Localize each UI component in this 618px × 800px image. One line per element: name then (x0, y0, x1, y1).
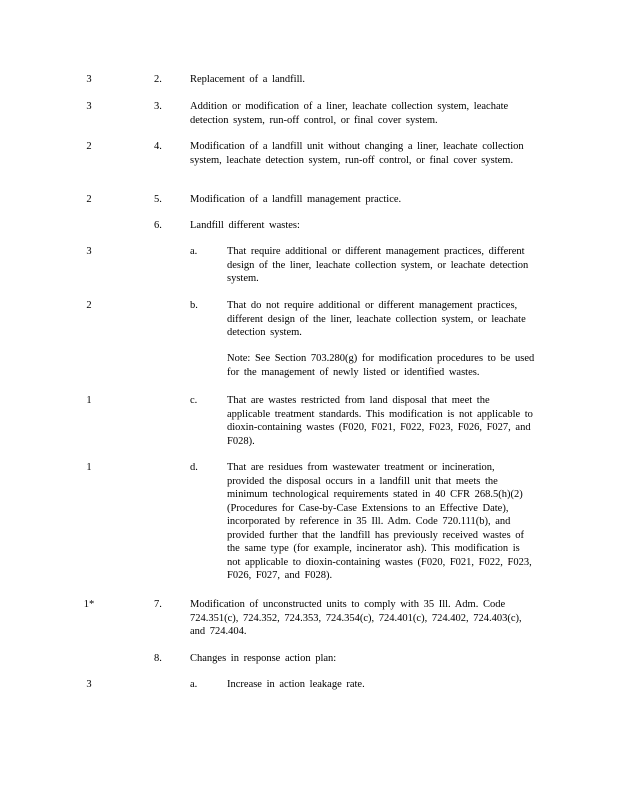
item-number: 5. (154, 194, 162, 205)
item-number: b. (190, 300, 198, 311)
item-number: 7. (154, 599, 162, 610)
note-text: Note: See Section 703.280(g) for modification procedures to be used for the management of newly listed or identified wastes. (227, 353, 535, 378)
item-text: Modification of a landfill management practice. (190, 194, 402, 205)
item-number: 4. (154, 141, 162, 152)
item-number: d. (190, 462, 198, 473)
item-text: Changes in response action plan: (190, 653, 337, 664)
modification-class: 3 (86, 246, 92, 257)
item-text: Replacement of a landfill. (190, 74, 306, 85)
item-text: That do not require additional or different management practices, different design of the liner, leachate collection system, or leachate detection system. (227, 300, 526, 338)
modification-class: 2 (86, 300, 92, 311)
item-number: 8. (154, 653, 162, 664)
item-number: a. (190, 679, 198, 690)
modification-class: 1 (86, 462, 92, 473)
item-text: Modification of unconstructed units to comply with 35 Ill. Adm. Code 724.351(c), 724.352, 724.353, 724.354(c), 724.401(c), 724.402, 724.403(c), and 724.404. (190, 599, 522, 637)
modification-class: 3 (86, 679, 92, 690)
item-text: That require additional or different management practices, different design of the liner, leachate collection system, or leachate detection system. (227, 246, 529, 284)
item-number: a. (190, 246, 198, 257)
item-text: Modification of a landfill unit without changing a liner, leachate collection system, leachate detection system, run-off control, or final cover system. (190, 141, 524, 166)
item-text: That are residues from wastewater treatment or incineration, provided the disposal occurs in a landfill unit that meets the minimum technological requirements stated in 40 CFR 268.5(h)(2) (Procedures for Case-by-Case Extensions to an Effective Date), incorporated by reference in 35 Ill. Adm. Code 720.111(b), and provided further that the landfill has previously received wastes of the same type (for example, incinerator ash). This modification is not applicable to dioxin-containing wastes (F020, F021, F022, F023, F026, F027, and F028). (227, 462, 532, 581)
modification-class: 2 (86, 194, 92, 205)
modification-class: 3 (86, 101, 92, 112)
item-text: Landfill different wastes: (190, 220, 300, 231)
modification-class: 2 (86, 141, 92, 152)
item-text: That are wastes restricted from land disposal that meet the applicable treatment standards. This modification is not applicable to dioxin-containing wastes (F020, F021, F022, F023, F026, F027, and F028). (227, 395, 533, 447)
item-number: 6. (154, 220, 162, 231)
modification-class: 3 (86, 74, 92, 85)
modification-class: 1 (86, 395, 92, 406)
item-number: c. (190, 395, 198, 406)
modification-class: 1* (83, 599, 95, 610)
item-text: Increase in action leakage rate. (227, 679, 365, 690)
item-number: 2. (154, 74, 162, 85)
item-text: Addition or modification of a liner, leachate collection system, leachate detection system, run-off control, or final cover system. (190, 101, 509, 126)
item-number: 3. (154, 101, 162, 112)
